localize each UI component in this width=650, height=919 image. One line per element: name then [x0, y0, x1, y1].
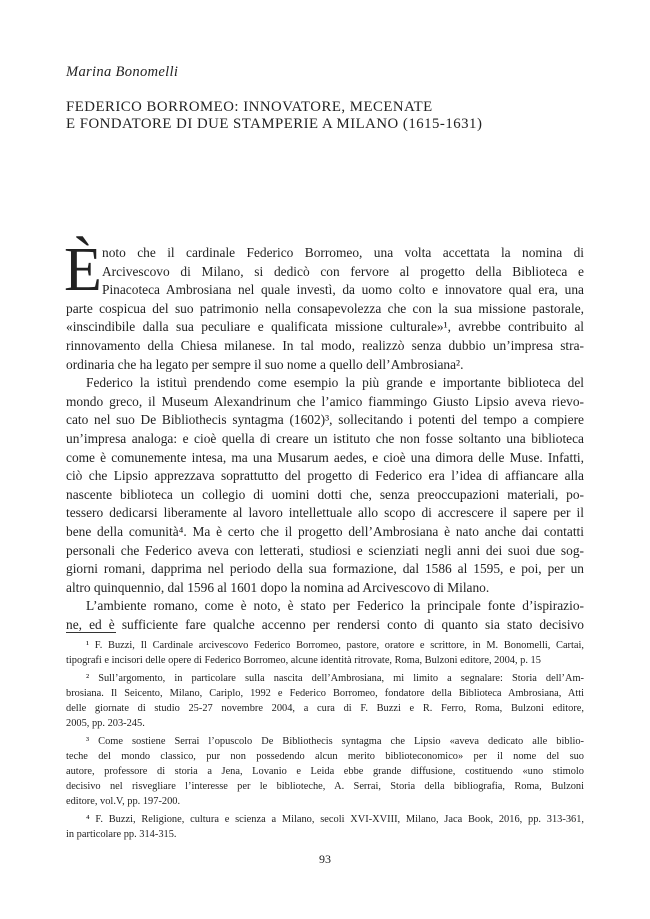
- footnote-line: 2005, pp. 203-245.: [66, 718, 145, 729]
- text-line: «inscindibile dalla sua peculiare e qualificata missione culturale»¹, avrebbe contribuito al: [66, 319, 584, 335]
- text-line: ne, ed è sufficiente fare qualche accenno per rendersi conto di quanto sia stato decisivo: [66, 616, 584, 632]
- text-line: personali che Federico aveva con letterati, studiosi e scienziati negli anni dei suoi due sog-: [66, 542, 584, 558]
- footnote: [66, 812, 584, 842]
- text-line: come è comunemente intesa, ma una Musarum aedes, e cioè una dimora delle Muse. Infatti,: [66, 449, 584, 465]
- footnote-line: tipografi e incisori delle opere di Federico Borromeo, alcune identità ritrovate, Roma, Bulzoni editore, 2004, p. 15: [66, 655, 541, 666]
- footnote-line: in particolare pp. 314-315.: [66, 829, 177, 840]
- text-line: un’impresa analoga: e cioè quella di creare un istituto che non fosse soltanto una biblioteca: [66, 430, 584, 446]
- footnote-line: ⁴ F. Buzzi, Religione, cultura e scienza a Milano, secoli XVI-XVIII, Milano, Jaca Book, 2016, pp. 313-361,: [86, 814, 584, 825]
- paragraph: [66, 244, 584, 374]
- text-line: giorni romani, dapprima nel periodo della sua formazione, dal 1586 al 1595, e poi, per un: [66, 561, 584, 577]
- footnote-line: editore, vol.V, pp. 197-200.: [66, 796, 181, 807]
- footnote-line: autore, professore di storia a Jena, Lovanio e Leida ebbe grande diffusione, costituendo «uno stimolo: [66, 766, 584, 777]
- text-line: nascente biblioteca un collegio di uomini dotti che, senza preoccupazioni materiali, po-: [66, 486, 584, 502]
- footnote-line: ² Sull’argomento, in particolare sulla nascita dell’Ambrosiana, mi limito a segnalare: Storia dell’Am-: [86, 673, 584, 684]
- title-line: FEDERICO BORROMEO: INNOVATORE, MECENATE: [66, 99, 433, 115]
- text-line: Arcivescovo di Milano, si dedicò con fervore al progetto della Biblioteca e: [102, 263, 584, 279]
- footnote-separator: [66, 632, 116, 633]
- footnote: [66, 734, 584, 809]
- text-line: L’ambiente romano, come è noto, è stato per Federico la principale fonte d’ispirazio-: [86, 598, 584, 614]
- footnote-line: decisivo nel risvegliare l’interesse per le biblioteche, A. Serrai, Storia della bibliografia, Roma, Bulzoni: [66, 781, 584, 792]
- text-line: Federico la istituì prendendo come esempio la più grande e importante biblioteca del: [86, 375, 584, 391]
- title-line: E FONDATORE DI DUE STAMPERIE A MILANO (1615-1631): [66, 115, 483, 132]
- text-line: ciò che Lipsio apprezzava soprattutto del progetto di Federico era l’idea di affiancare alla: [66, 468, 584, 484]
- text-line: tessero dedicarsi liberamente al lavoro intellettuale allo scopo di accrescere il sapere per il: [66, 505, 584, 521]
- footnote-line: teche del mondo classico, pur non possedendo alcun merito biblioteconomico» per il nome del suo: [66, 751, 584, 762]
- text-line: ordinaria che ha legato per sempre il suo nome a quello dell’Ambrosiana².: [66, 356, 464, 372]
- footnote-line: brosiana. Il Seicento, Milano, Cariplo, 1992 e Federico Borromeo, fondatore della Biblioteca Ambrosiana, Atti: [66, 688, 584, 699]
- text-line: altro quinquennio, dal 1596 al 1601 dopo la nomina ad Arcivescovo di Milano.: [66, 579, 490, 595]
- author-name: Marina Bonomelli: [66, 64, 179, 80]
- footnote: [66, 638, 584, 668]
- article-title: [66, 99, 606, 132]
- footnotes: [66, 638, 584, 842]
- text-line: cato nel suo De Bibliothecis syntagma (1602)³, sollecitando i potenti del tempo a compiere: [66, 412, 584, 428]
- footnote-line: ³ Come sostiene Serrai l’opuscolo De Bibliothecis syntagma che Lipsio «aveva dedicato alle biblio-: [86, 736, 584, 747]
- paragraph: [66, 597, 584, 634]
- page-number: 93: [319, 852, 331, 866]
- article-body: [64, 236, 584, 634]
- footnote: [66, 671, 584, 731]
- text-line: rinnovamento della Chiesa milanese. In tal modo, realizzò senza dubbio un’impresa stra-: [66, 337, 584, 353]
- text-line: parte cospicua del suo patrimonio nella consapevolezza che con la sua missione pastorale,: [66, 300, 584, 316]
- text-line: bene della comunità⁴. Ma è certo che il progetto dell’Ambrosiana è nato anche dai contatti: [66, 523, 584, 539]
- text-line: mondo greco, il Museum Alexandrinum che l’amico fiammingo Giusto Lipsio aveva rievo-: [66, 393, 584, 409]
- paragraph: [66, 374, 584, 597]
- text-line: Pinacoteca Ambrosiana nel quale investì, da uomo colto e innovatore qual era, una: [102, 282, 584, 298]
- footnote-line: ¹ F. Buzzi, Il Cardinale arcivescovo Federico Borromeo, pastore, oratore e scrittore, in M. Bonomelli, Cartai,: [86, 640, 584, 651]
- drop-cap: È: [64, 236, 102, 304]
- footnote-line: delle giornate di studio 25-27 novembre 2004, a cura di F. Buzzi e R. Ferro, Roma, Bulzoni editore,: [66, 703, 584, 714]
- text-line: noto che il cardinale Federico Borromeo, una volta accettata la nomina di: [102, 245, 584, 260]
